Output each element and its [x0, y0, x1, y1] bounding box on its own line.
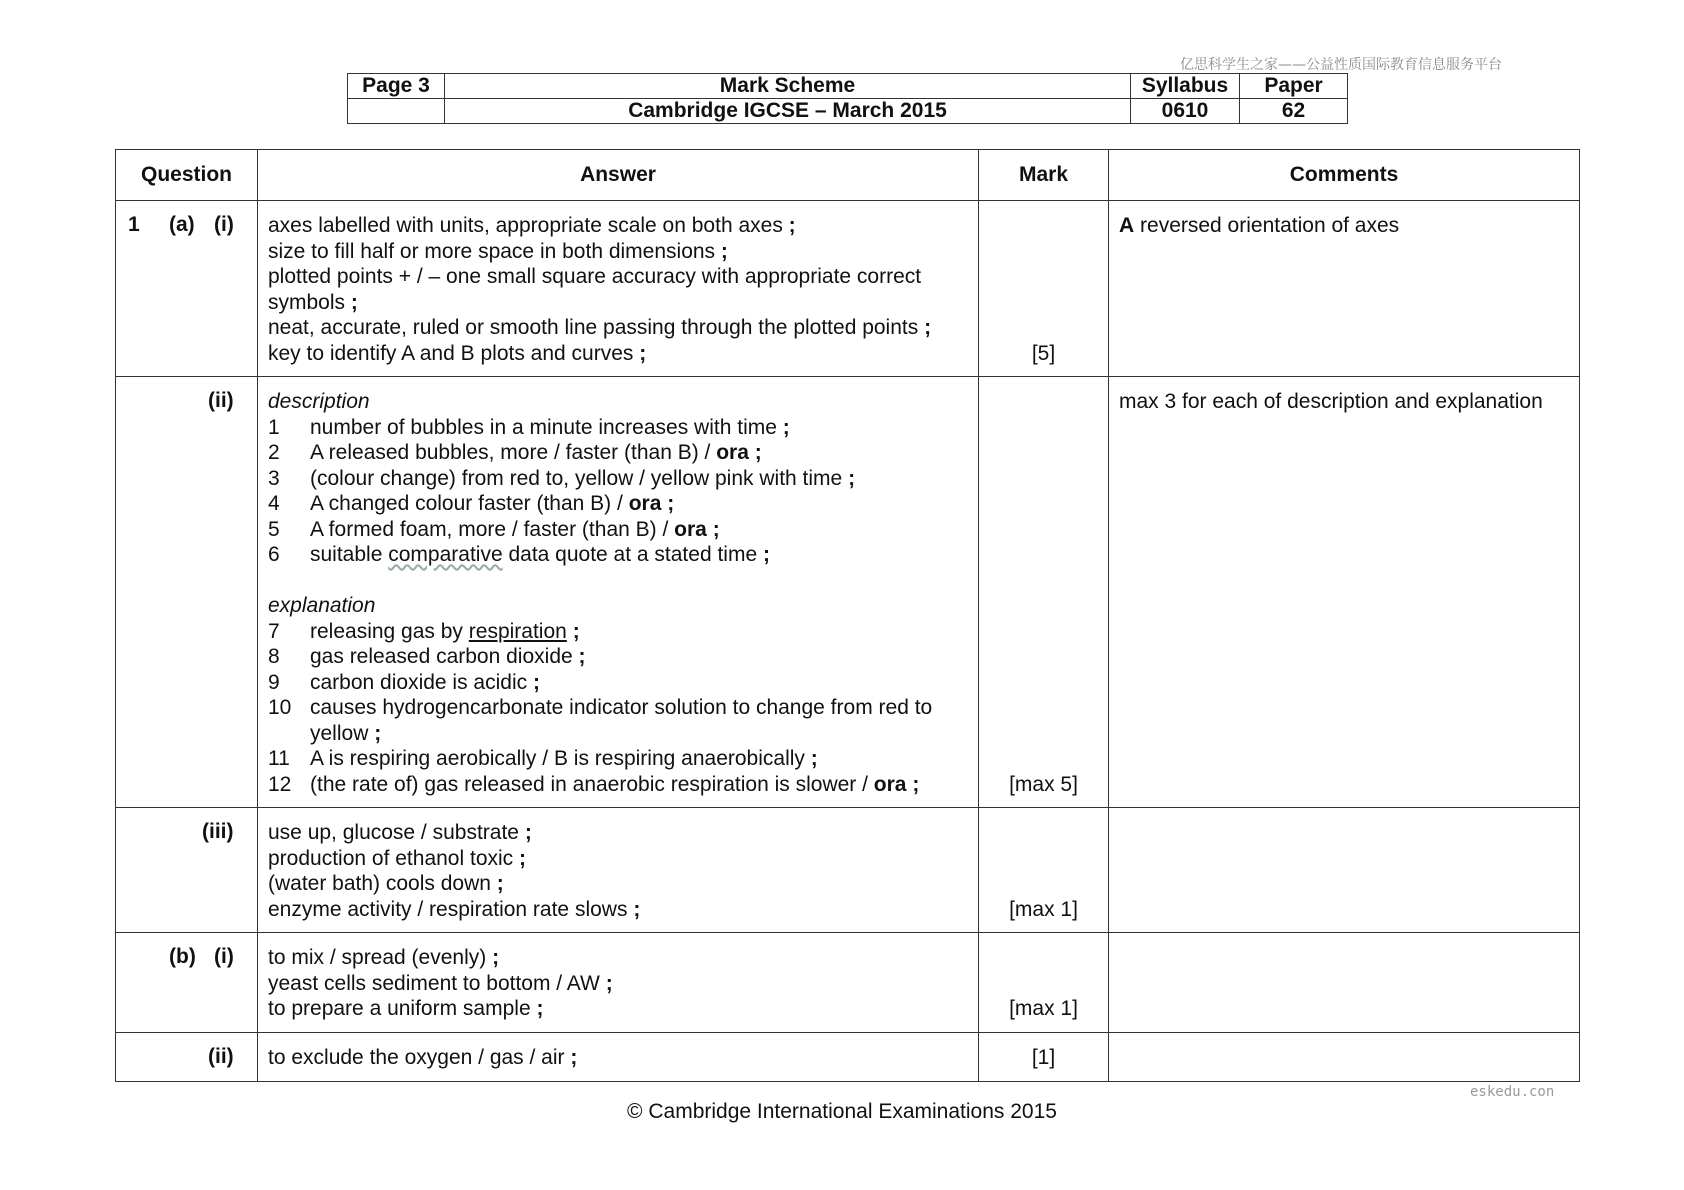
answer-line: to exclude the oxygen / gas / air ;: [268, 1045, 578, 1069]
answer-line: size to fill half or more space in both dimensions ;: [268, 239, 728, 263]
header-syllabus-label: Syllabus: [1131, 74, 1240, 99]
question-subpart: (i): [214, 945, 234, 968]
header-page: Page 3: [348, 74, 445, 99]
mark-cell: [max 1]: [979, 808, 1109, 933]
question-number: [116, 377, 258, 808]
question-number: [116, 1032, 258, 1081]
question-part: (a): [169, 213, 195, 236]
mark-scheme-table: [115, 149, 1580, 1082]
comment-cell: [1109, 933, 1580, 1033]
answer-line: 5 A formed foam, more / faster (than B) / ora ;: [268, 517, 720, 541]
header-paper-label: Paper: [1240, 74, 1348, 99]
question-number: [116, 933, 258, 1033]
header-subtitle: Cambridge IGCSE – March 2015: [445, 99, 1131, 124]
question-subpart: (i): [214, 213, 234, 236]
answer-line: to prepare a uniform sample ;: [268, 997, 544, 1020]
comment-cell: [1109, 1032, 1580, 1081]
answer-line: yellow ;: [310, 721, 382, 745]
answer-cell: [258, 1032, 979, 1081]
mark-cell: [1]: [979, 1032, 1109, 1081]
answer-line: 8 gas released carbon dioxide ;: [268, 645, 586, 668]
question-part: (b): [169, 945, 196, 968]
table-row: [116, 933, 1580, 1033]
copyright-footer: © Cambridge International Examinations 2015: [627, 1100, 1057, 1123]
column-mark: Mark: [979, 150, 1109, 201]
description-heading: description: [268, 390, 370, 413]
question-main: 1: [128, 213, 140, 236]
question-subpart: (ii): [208, 389, 234, 412]
mark-cell: [5]: [979, 201, 1109, 377]
answer-line: 10 causes hydrogencarbonate indicator solution to change from red to: [268, 696, 933, 719]
answer-line: 9 carbon dioxide is acidic ;: [268, 670, 540, 694]
answer-line: to mix / spread (evenly) ;: [268, 946, 500, 969]
answer-line: neat, accurate, ruled or smooth line passing through the plotted points ;: [268, 316, 932, 339]
watermark-bottom: eskedu.con: [1470, 1084, 1555, 1100]
header-table: [347, 73, 1348, 124]
column-comments: Comments: [1109, 150, 1580, 201]
answer-cell: [258, 933, 979, 1033]
answer-line: 3 (colour change) from red to, yellow / yellow pink with time ;: [268, 466, 856, 490]
question-subpart: (iii): [202, 820, 234, 843]
table-header-row: [116, 150, 1580, 201]
header-empty-cell: [348, 99, 445, 124]
watermark-top: 亿思科学生之家——公益性质国际教育信息服务平台: [1180, 57, 1502, 73]
header-title: Mark Scheme: [445, 74, 1131, 99]
answer-line: (water bath) cools down ;: [268, 872, 504, 895]
answer-line: 7 releasing gas by respiration ;: [268, 619, 580, 643]
header-paper: 62: [1240, 99, 1348, 124]
question-subpart: (ii): [208, 1044, 234, 1068]
answer-line: 1 number of bubbles in a minute increases with time ;: [268, 415, 790, 439]
column-question: Question: [116, 150, 258, 201]
mark-cell: [max 1]: [979, 933, 1109, 1033]
answer-line: yeast cells sediment to bottom / AW ;: [268, 971, 613, 995]
comment-cell: [1109, 808, 1580, 933]
table-row: [116, 201, 1580, 377]
answer-cell: [258, 201, 979, 377]
column-answer: Answer: [258, 150, 979, 201]
answer-line: production of ethanol toxic ;: [268, 846, 527, 870]
question-number: [116, 201, 258, 377]
answer-line: 6 suitable comparative data quote at a stated time ;: [268, 543, 770, 566]
table-row: [116, 808, 1580, 933]
answer-line: plotted points + / – one small square accuracy with appropriate correct: [268, 265, 922, 288]
answer-line: use up, glucose / substrate ;: [268, 821, 532, 844]
explanation-heading: explanation: [268, 594, 376, 617]
answer-line: 12 (the rate of) gas released in anaerobic respiration is slower / ora ;: [268, 772, 920, 796]
answer-line: axes labelled with units, appropriate scale on both axes ;: [268, 214, 796, 237]
answer-line: 2 A released bubbles, more / faster (than B) / ora ;: [268, 441, 762, 464]
comment-cell: A reversed orientation of axes: [1109, 201, 1580, 377]
header-syllabus: 0610: [1131, 99, 1240, 124]
comment-cell: max 3 for each of description and explanation: [1109, 377, 1580, 808]
answer-line: 11 A is respiring aerobically / B is respiring anaerobically ;: [268, 747, 818, 770]
answer-line: key to identify A and B plots and curves ;: [268, 341, 647, 365]
table-row: [116, 1032, 1580, 1081]
answer-cell: [258, 808, 979, 933]
answer-line: 4 A changed colour faster (than B) / ora ;: [268, 492, 675, 515]
answer-line: symbols ;: [268, 290, 358, 314]
answer-line: enzyme activity / respiration rate slows ;: [268, 897, 641, 921]
question-number: [116, 808, 258, 933]
mark-cell: [max 5]: [979, 377, 1109, 808]
table-row: [116, 377, 1580, 808]
answer-cell: [258, 377, 979, 808]
